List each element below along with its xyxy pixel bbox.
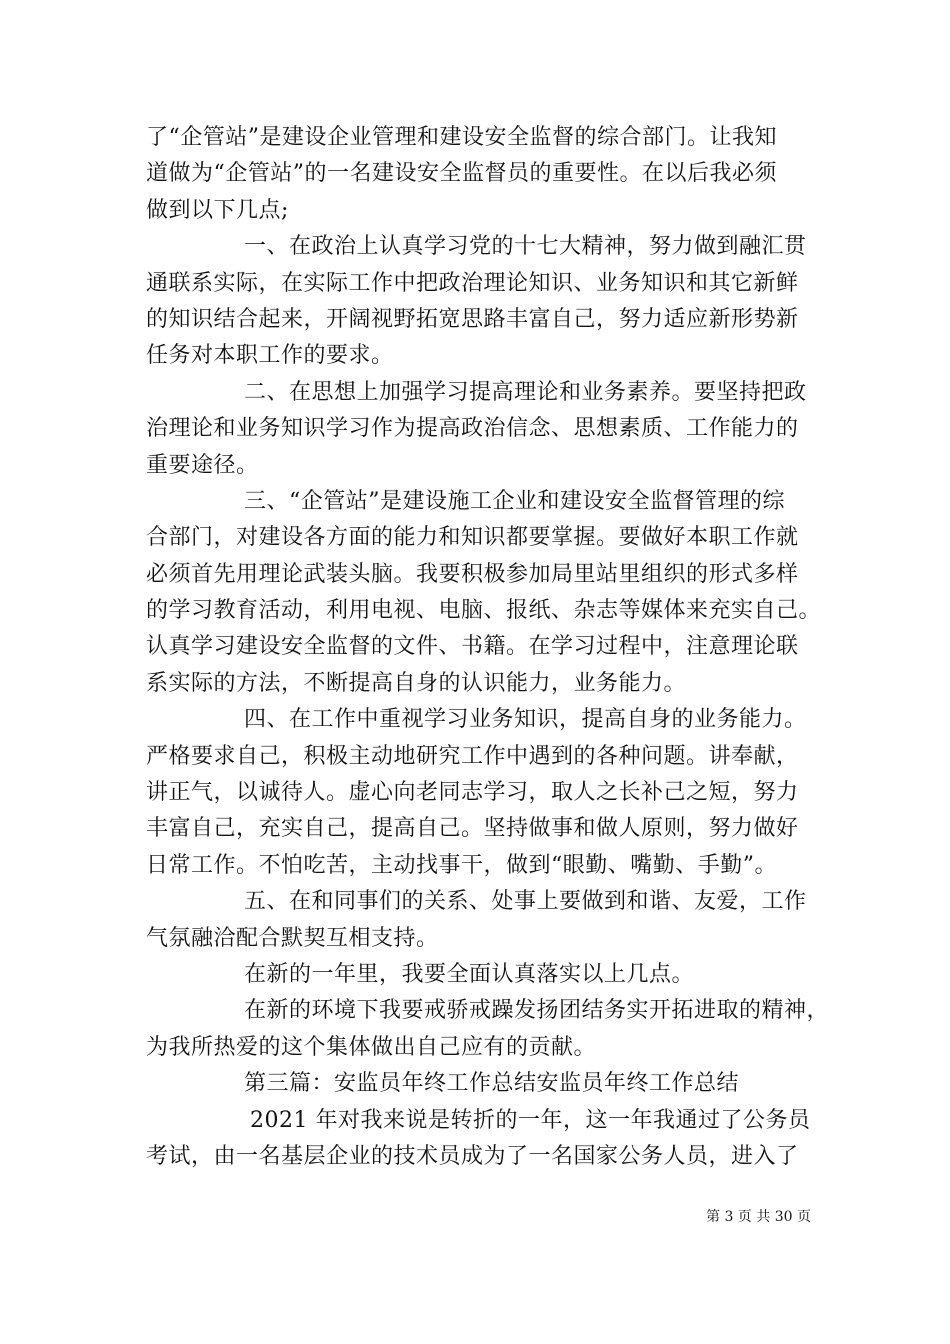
page-number-footer: 第 3 页 共 30 页 bbox=[706, 1209, 811, 1225]
document-body bbox=[146, 120, 830, 1175]
document-line: 为我所热爱的这个集体做出自己应有的贡献。 bbox=[146, 1034, 597, 1060]
document-line: 系实际的方法，不断提高自身的认识能力，业务能力。 bbox=[146, 670, 687, 696]
document-line: 三、“企管站”是建设施工企业和建设安全监督管理的综 bbox=[244, 488, 785, 514]
document-line: 了“企管站”是建设企业管理和建设安全监督的综合部门。让我知 bbox=[146, 125, 777, 150]
document-line: 四、在工作中重视学习业务知识，提高自身的业务能力。 bbox=[244, 707, 807, 733]
document-line: 在新的一年里，我要全面认真落实以上几点。 bbox=[244, 961, 695, 987]
document-line: 任务对本职工作的要求。 bbox=[146, 343, 394, 369]
document-line: 气氛融洽配合默契互相支持。 bbox=[146, 925, 439, 951]
document-line: 考试，由一名基层企业的技术员成为了一名国家公务人员，进入了 bbox=[146, 1143, 799, 1169]
document-line: 2021 年对我来说是转折的一年，这一年我通过了公务员 bbox=[250, 1107, 811, 1133]
document-line: 做到以下几点; bbox=[146, 197, 289, 223]
document-line: 日常工作。不怕吃苦，主动找事干，做到“眼勤、嘴勤、手勤”。 bbox=[146, 852, 777, 878]
document-line: 五、在和同事们的关系、处事上要做到和谐、友爱，工作 bbox=[244, 889, 807, 915]
document-line: 丰富自己，充实自己，提高自己。坚持做事和做人原则，努力做好 bbox=[146, 816, 799, 842]
document-line: 治理论和业务知识学习作为提高政治信念、思想素质、工作能力的 bbox=[146, 416, 799, 442]
document-line: 合部门，对建设各方面的能力和知识都要掌握。要做好本职工作就 bbox=[146, 525, 799, 551]
document-line: 在新的环境下我要戒骄戒躁发扬团结务实开拓进取的精神， bbox=[244, 998, 830, 1024]
document-line: 一、在政治上认真学习党的十七大精神，努力做到融汇贯 bbox=[244, 234, 807, 260]
document-line: 重要途径。 bbox=[146, 452, 259, 478]
document-line: 的学习教育活动，利用电视、电脑、报纸、杂志等媒体来充实自己。 bbox=[146, 598, 822, 624]
document-line: 第三篇：安监员年终工作总结安监员年终工作总结 bbox=[244, 1071, 740, 1097]
document-line: 严格要求自己，积极主动地研究工作中遇到的各种问题。讲奉献， bbox=[146, 743, 799, 769]
document-line: 通联系实际，在实际工作中把政治理论知识、业务知识和其它新鲜 bbox=[146, 270, 799, 296]
document-line: 讲正气，以诚待人。虚心向老同志学习，取人之长补己之短，努力 bbox=[146, 780, 799, 806]
document-line: 道做为“企管站”的一名建设安全监督员的重要性。在以后我必须 bbox=[146, 161, 777, 187]
document-line: 的知识结合起来，开阔视野拓宽思路丰富自己，努力适应新形势新 bbox=[146, 306, 799, 332]
document-line: 二、在思想上加强学习提高理论和业务素养。要坚持把政 bbox=[244, 379, 807, 405]
document-line: 必须首先用理论武装头脑。我要积极参加局里站里组织的形式多样 bbox=[146, 561, 799, 587]
document-line: 认真学习建设安全监督的文件、书籍。在学习过程中，注意理论联 bbox=[146, 634, 799, 660]
